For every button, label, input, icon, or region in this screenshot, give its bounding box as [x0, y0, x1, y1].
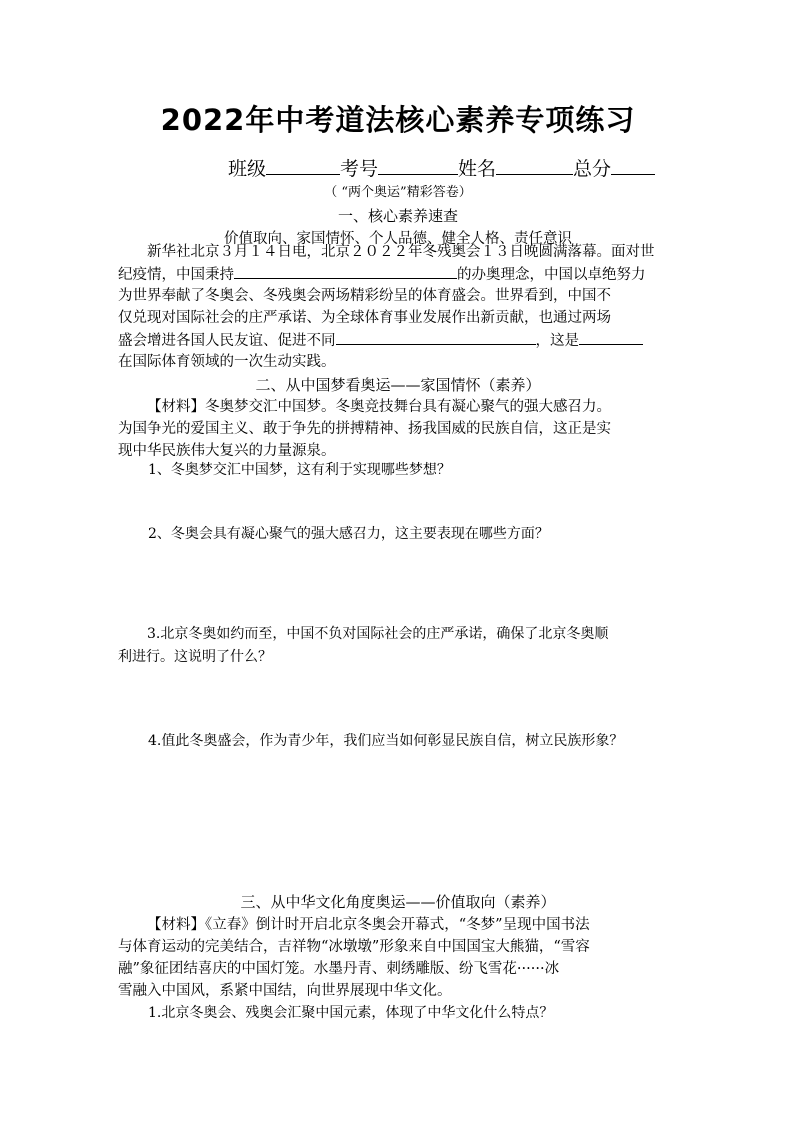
question-2-1: 1、冬奥梦交汇中国梦，这有利于实现哪些梦想？	[148, 462, 451, 478]
passage-line: 在国际体育领域的一次生动实践。	[118, 354, 336, 370]
student-info-line	[228, 154, 655, 181]
answer-blank[interactable]	[336, 329, 536, 345]
page-subtitle: （ “两个奥运”精彩答卷）	[324, 185, 472, 200]
material-line: 【材料】《立春》倒计时开启北京冬奥会开幕式，“冬梦”呈现中国书法	[147, 917, 590, 933]
question-2-4: 4.值此冬奥盛会，作为青少年，我们应当如何彰显民族自信，树立民族形象？	[148, 733, 624, 749]
answer-blank[interactable]	[579, 329, 643, 345]
section3-material	[118, 914, 678, 1002]
exam-id-blank[interactable]	[378, 156, 458, 175]
exam-id-label: 考号	[340, 158, 379, 180]
section1-heading: 一、核心素养速查	[337, 207, 458, 225]
section2-heading: 二、从中国梦看奥运——家国情怀（素养）	[255, 376, 541, 394]
material-line: 为国争光的爱国主义、敢于争先的拼搏精神、扬我国威的民族自信，这正是实	[118, 421, 611, 437]
name-blank[interactable]	[496, 156, 573, 175]
score-blank[interactable]	[611, 156, 655, 175]
passage-line: 仅兑现对国际社会的庄严承诺、为全球体育事业发展作出新贡献，也通过两场	[118, 310, 611, 326]
material-line: 与体育运动的完美结合，吉祥物“冰墩墩”形象来自中国国宝大熊猫，“雪容	[118, 939, 590, 955]
material-line: 现中华民族伟大复兴的力量源泉。	[118, 443, 336, 459]
question-line: 3.北京冬奥如约而至，中国不负对国际社会的庄严承诺，确保了北京冬奥顺	[147, 626, 609, 642]
section1-passage	[118, 241, 678, 373]
page-title: 2022年中考道法核心素养专项练习	[160, 103, 636, 137]
question-3-1: 1.北京冬奥会、残奥会汇聚中国元素，体现了中华文化什么特点？	[148, 1005, 554, 1021]
name-label: 姓名	[458, 158, 497, 180]
passage-line	[118, 263, 678, 285]
question-2-3	[118, 623, 678, 669]
class-blank[interactable]	[266, 156, 340, 175]
passage-text: ，这是	[535, 333, 579, 349]
passage-text: 纪疫情，中国秉持	[118, 267, 234, 283]
answer-blank[interactable]	[234, 263, 457, 279]
material-line: 【材料】冬奥梦交汇中国梦。冬奥竞技舞台具有凝心聚气的强大感召力。	[147, 399, 611, 415]
passage-line	[118, 329, 678, 351]
section3-heading: 三、从中华文化角度奥运——价值取向（素养）	[240, 893, 556, 911]
passage-line: 为世界奉献了冬奥会、冬残奥会两场精彩纷呈的体育盛会。世界看到，中国不	[118, 288, 611, 304]
score-label: 总分	[573, 158, 612, 180]
material-line: 雪融入中国风，系紧中国结，向世界展现中华文化。	[118, 983, 452, 999]
passage-line: 新华社北京３月１４日电，北京２０２２年冬残奥会１３日晚圆满落幕。面对世	[147, 244, 655, 260]
passage-text: 盛会增进各国人民友谊、促进不同	[118, 333, 336, 349]
question-2-2: 2、冬奥会具有凝心聚气的强大感召力，这主要表现在哪些方面？	[148, 526, 549, 542]
section2-material	[118, 396, 678, 462]
question-line: 利进行。这说明了什么？	[118, 649, 272, 665]
section1-subheading: 价值取向、家国情怀、个人品德、健全人格、责任意识	[224, 231, 572, 247]
passage-text: 的办奥理念，中国以卓绝努力	[457, 267, 646, 283]
class-label: 班级	[228, 158, 267, 180]
material-line: 融”象征团结喜庆的中国灯笼。水墨丹青、刺绣雕版、纷飞雪花······冰	[118, 961, 560, 977]
